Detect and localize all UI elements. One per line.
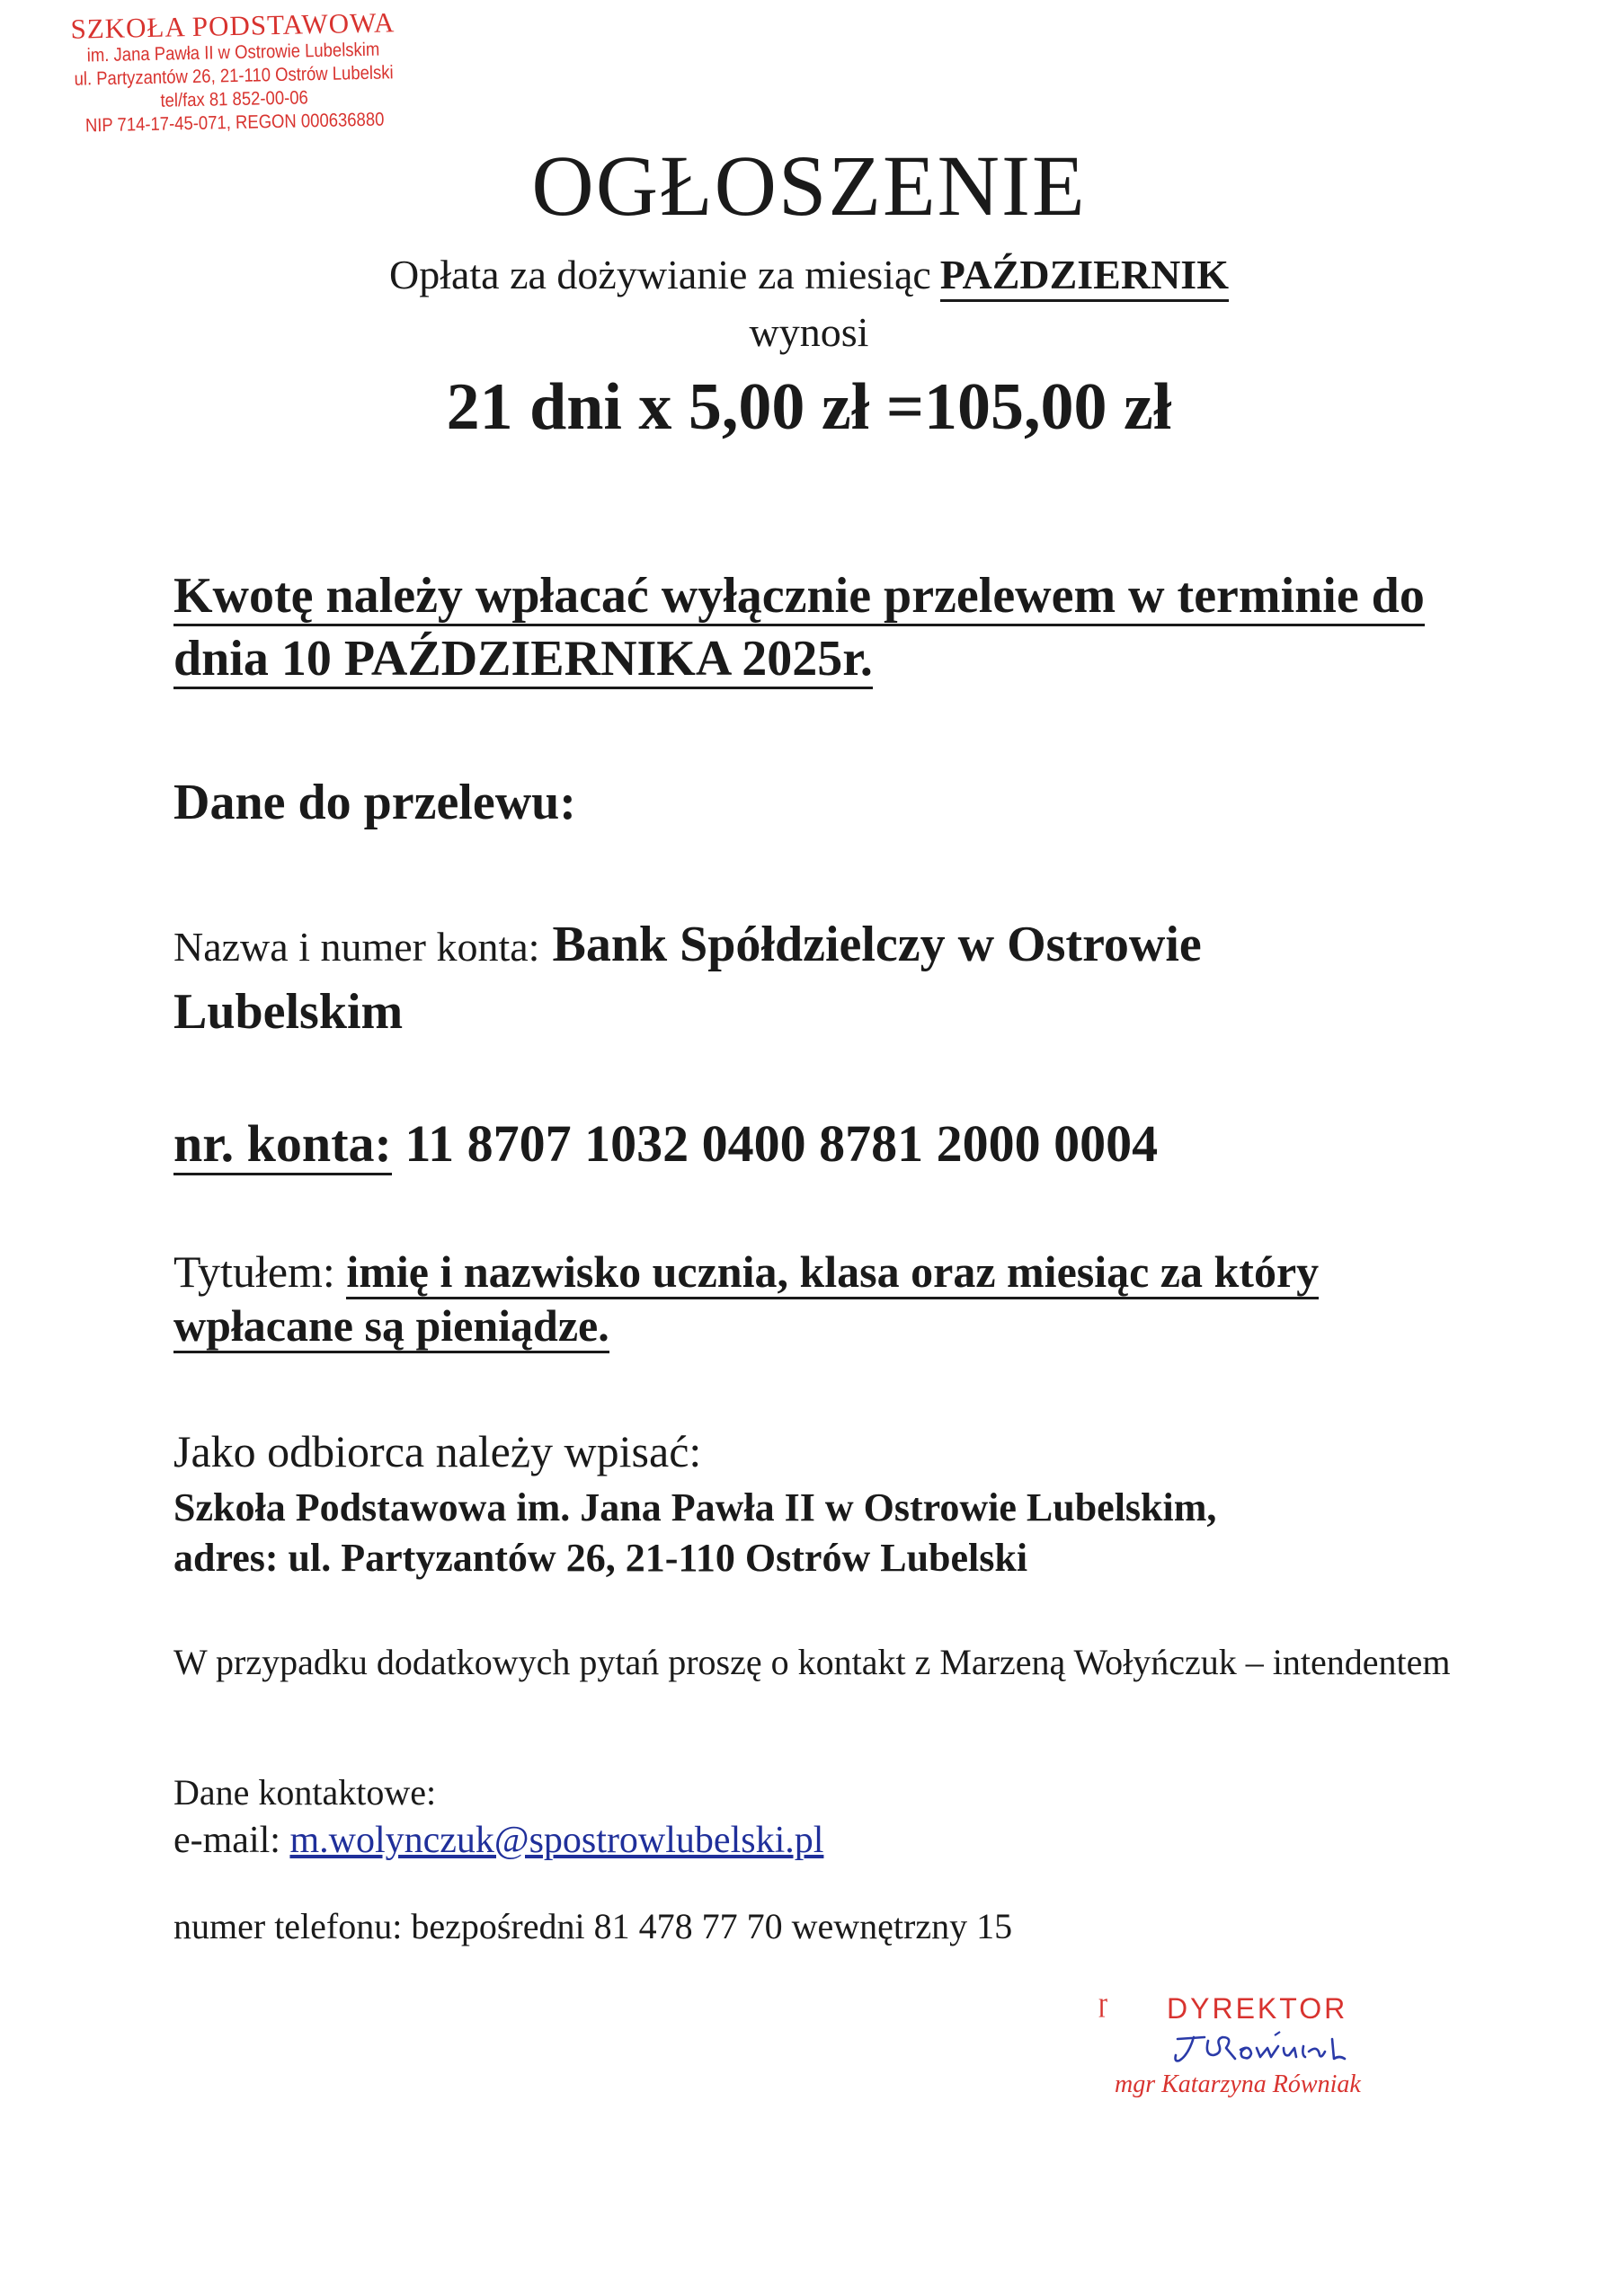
contact-label: Dane kontaktowe: (173, 1772, 437, 1813)
signature-image (1169, 2028, 1384, 2070)
questions-note: W przypadku dodatkowych pytań proszę o kontakt z Marzeną Wołyńczuk – intendentem (173, 1642, 1451, 1682)
email-link[interactable]: m.wolynczuk@spostrowlubelski.pl (289, 1820, 824, 1861)
stamp-nip-regon: NIP 714-17-45-071, REGON 000636880 (84, 109, 385, 137)
account-number: 11 8707 1032 0400 8781 2000 0004 (404, 1114, 1159, 1173)
account-info (173, 1113, 1158, 1175)
transfer-heading: Dane do przelewu: (173, 775, 576, 830)
transfer-title-value: imię i nazwisko ucznia, klasa oraz miesiąc za który wpłacane są pieniądze. (173, 1246, 1319, 1353)
payment-deadline (173, 564, 1432, 690)
email-label: e-mail: (173, 1820, 280, 1861)
director-name: mgr Katarzyna Równiak (1115, 2070, 1361, 2098)
bank-label: Nazwa i numer konta: (173, 924, 540, 970)
stamp-mark: ɼ (1098, 1988, 1107, 2017)
recipient-name: Szkoła Podstawowa im. Jana Pawła II w Ostrowie Lubelskim, (173, 1485, 1217, 1529)
stamp-school-name: SZKOŁA PODSTAWOWA (70, 6, 396, 45)
bank-name: Bank Spółdzielczy w Ostrowie Lubelskim (173, 917, 1202, 1040)
director-role: DYREKTOR (1167, 1992, 1348, 2025)
fee-wynosi: wynosi (749, 309, 869, 355)
recipient-address: adres: ul. Partyzantów 26, 21-110 Ostrów Lubelski (173, 1536, 1028, 1580)
page-title: OGŁOSZENIE (531, 137, 1087, 234)
account-label: nr. konta: (173, 1114, 392, 1175)
school-stamp (44, 7, 424, 139)
fee-intro: Opłata za dożywianie za miesiąc (388, 252, 931, 297)
recipient-label: Jako odbiorca należy wpisać: (173, 1426, 702, 1476)
transfer-title-label: Tytułem: (173, 1246, 335, 1297)
stamp-patron: im. Jana Pawła II w Ostrowie Lubelskim (86, 39, 380, 66)
phone-line: numer telefonu: bezpośredni 81 478 77 70 wewnętrzny 15 (173, 1906, 1013, 1946)
bank-info (173, 912, 1432, 1044)
fee-intro-line (0, 250, 1618, 300)
recipient-details (173, 1483, 1432, 1583)
stamp-address: ul. Partyzantów 26, 21-110 Ostrów Lubelski (74, 62, 394, 90)
stamp-phone: tel/fax 81 852-00-06 (160, 87, 309, 111)
director-stamp (1101, 1990, 1425, 2100)
email-line (173, 1817, 823, 1864)
fee-month: PAŹDZIERNIK (940, 252, 1229, 302)
transfer-title (173, 1245, 1450, 1352)
payment-deadline-text: Kwotę należy wpłacać wyłącznie przelewem w terminie do dnia 10 PAŹDZIERNIKA 2025r. (173, 568, 1425, 689)
fee-amount: 21 dni x 5,00 zł =105,00 zł (446, 370, 1172, 444)
